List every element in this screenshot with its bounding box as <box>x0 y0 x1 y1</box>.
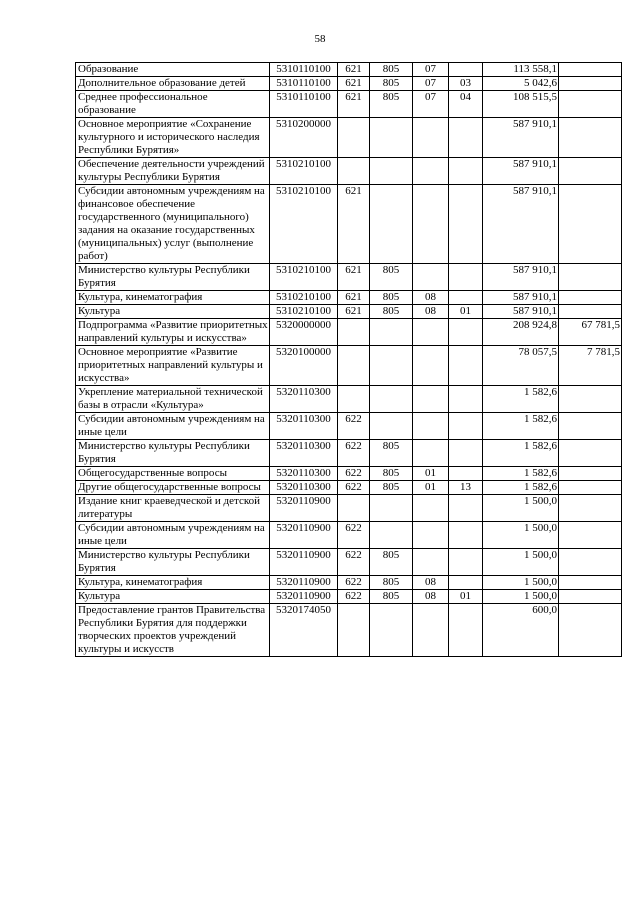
target-code-cell: 5310110100 <box>270 91 338 118</box>
target-code-cell: 5320174050 <box>270 604 338 657</box>
target-code-cell: 5310110100 <box>270 63 338 77</box>
amount-cell: 1 582,6 <box>483 386 559 413</box>
target-code-cell: 5320110900 <box>270 549 338 576</box>
amount-cell: 108 515,5 <box>483 91 559 118</box>
table-row <box>76 346 622 386</box>
department-code-cell: 805 <box>370 305 413 319</box>
table-row <box>76 467 622 481</box>
extra-amount-cell <box>559 413 622 440</box>
item-name-cell: Культура <box>76 305 270 319</box>
extra-amount-cell <box>559 604 622 657</box>
amount-cell: 1 500,0 <box>483 549 559 576</box>
subsection-cell <box>449 319 483 346</box>
subsection-cell: 01 <box>449 305 483 319</box>
subsection-cell <box>449 346 483 386</box>
expense-type-cell: 622 <box>338 576 370 590</box>
item-name-cell: Другие общегосударственные вопросы <box>76 481 270 495</box>
expense-type-cell: 621 <box>338 264 370 291</box>
target-code-cell: 5310210100 <box>270 185 338 264</box>
table-row <box>76 495 622 522</box>
expense-type-cell: 622 <box>338 467 370 481</box>
target-code-cell: 5320110300 <box>270 467 338 481</box>
subsection-cell <box>449 495 483 522</box>
section-cell <box>413 413 449 440</box>
table-row <box>76 77 622 91</box>
section-cell <box>413 522 449 549</box>
amount-cell: 1 500,0 <box>483 590 559 604</box>
amount-cell: 587 910,1 <box>483 185 559 264</box>
table-row <box>76 91 622 118</box>
expense-type-cell: 622 <box>338 522 370 549</box>
extra-amount-cell: 67 781,5 <box>559 319 622 346</box>
expense-type-cell <box>338 158 370 185</box>
section-cell <box>413 440 449 467</box>
section-cell <box>413 346 449 386</box>
target-code-cell: 5320000000 <box>270 319 338 346</box>
target-code-cell: 5320110300 <box>270 440 338 467</box>
subsection-cell: 01 <box>449 590 483 604</box>
section-cell <box>413 604 449 657</box>
table-row <box>76 185 622 264</box>
item-name-cell: Основное мероприятие «Развитие приоритетных направлений культуры и искусства» <box>76 346 270 386</box>
extra-amount-cell <box>559 264 622 291</box>
target-code-cell: 5310210100 <box>270 291 338 305</box>
subsection-cell <box>449 604 483 657</box>
department-code-cell <box>370 386 413 413</box>
target-code-cell: 5320110300 <box>270 481 338 495</box>
table-row <box>76 264 622 291</box>
section-cell <box>413 185 449 264</box>
department-code-cell: 805 <box>370 590 413 604</box>
amount-cell: 1 500,0 <box>483 522 559 549</box>
subsection-cell <box>449 264 483 291</box>
target-code-cell: 5310200000 <box>270 118 338 158</box>
extra-amount-cell <box>559 185 622 264</box>
expense-type-cell: 621 <box>338 291 370 305</box>
table-row <box>76 549 622 576</box>
section-cell <box>413 158 449 185</box>
expense-type-cell: 622 <box>338 481 370 495</box>
table-row <box>76 576 622 590</box>
extra-amount-cell <box>559 576 622 590</box>
extra-amount-cell <box>559 91 622 118</box>
section-cell: 08 <box>413 291 449 305</box>
table-body <box>76 63 622 657</box>
item-name-cell: Субсидии автономным учреждениям на финансовое обеспечение государственного (муниципального) задания на оказание государственных (муниципальных) услуг (выполнение работ) <box>76 185 270 264</box>
department-code-cell <box>370 346 413 386</box>
subsection-cell <box>449 576 483 590</box>
section-cell <box>413 118 449 158</box>
expense-type-cell <box>338 386 370 413</box>
section-cell <box>413 264 449 291</box>
extra-amount-cell <box>559 158 622 185</box>
subsection-cell: 04 <box>449 91 483 118</box>
department-code-cell <box>370 522 413 549</box>
department-code-cell <box>370 413 413 440</box>
subsection-cell <box>449 522 483 549</box>
expense-type-cell: 622 <box>338 440 370 467</box>
amount-cell: 5 042,6 <box>483 77 559 91</box>
amount-cell: 587 910,1 <box>483 158 559 185</box>
item-name-cell: Среднее профессиональное образование <box>76 91 270 118</box>
subsection-cell <box>449 185 483 264</box>
table-row <box>76 440 622 467</box>
subsection-cell <box>449 440 483 467</box>
expense-type-cell: 621 <box>338 305 370 319</box>
item-name-cell: Подпрограмма «Развитие приоритетных направлений культуры и искусства» <box>76 319 270 346</box>
section-cell: 01 <box>413 467 449 481</box>
extra-amount-cell <box>559 291 622 305</box>
amount-cell: 587 910,1 <box>483 305 559 319</box>
amount-cell: 587 910,1 <box>483 118 559 158</box>
department-code-cell: 805 <box>370 481 413 495</box>
table-row <box>76 481 622 495</box>
department-code-cell: 805 <box>370 63 413 77</box>
department-code-cell: 805 <box>370 440 413 467</box>
amount-cell: 208 924,8 <box>483 319 559 346</box>
target-code-cell: 5320100000 <box>270 346 338 386</box>
department-code-cell: 805 <box>370 576 413 590</box>
target-code-cell: 5310210100 <box>270 158 338 185</box>
department-code-cell: 805 <box>370 291 413 305</box>
table-row <box>76 305 622 319</box>
item-name-cell: Культура, кинематография <box>76 291 270 305</box>
department-code-cell: 805 <box>370 91 413 118</box>
extra-amount-cell <box>559 440 622 467</box>
item-name-cell: Культура, кинематография <box>76 576 270 590</box>
amount-cell: 113 558,1 <box>483 63 559 77</box>
subsection-cell <box>449 63 483 77</box>
extra-amount-cell <box>559 118 622 158</box>
page-number: 58 <box>314 33 326 45</box>
amount-cell: 1 582,6 <box>483 440 559 467</box>
subsection-cell <box>449 549 483 576</box>
item-name-cell: Министерство культуры Республики Бурятия <box>76 549 270 576</box>
subsection-cell: 13 <box>449 481 483 495</box>
extra-amount-cell <box>559 549 622 576</box>
department-code-cell <box>370 185 413 264</box>
section-cell: 08 <box>413 576 449 590</box>
section-cell <box>413 319 449 346</box>
expense-type-cell: 622 <box>338 413 370 440</box>
table-row <box>76 291 622 305</box>
subsection-cell <box>449 158 483 185</box>
table-row <box>76 319 622 346</box>
table-row <box>76 386 622 413</box>
extra-amount-cell <box>559 481 622 495</box>
item-name-cell: Культура <box>76 590 270 604</box>
expense-type-cell: 621 <box>338 91 370 118</box>
subsection-cell: 03 <box>449 77 483 91</box>
table-row <box>76 590 622 604</box>
budget-table <box>75 62 622 657</box>
expense-type-cell: 621 <box>338 63 370 77</box>
section-cell: 08 <box>413 590 449 604</box>
expense-type-cell: 621 <box>338 77 370 91</box>
item-name-cell: Субсидии автономным учреждениям на иные цели <box>76 522 270 549</box>
table-row <box>76 118 622 158</box>
target-code-cell: 5320110300 <box>270 413 338 440</box>
target-code-cell: 5310110100 <box>270 77 338 91</box>
table-row <box>76 63 622 77</box>
extra-amount-cell <box>559 522 622 549</box>
amount-cell: 1 500,0 <box>483 576 559 590</box>
expense-type-cell <box>338 346 370 386</box>
section-cell: 07 <box>413 77 449 91</box>
extra-amount-cell <box>559 305 622 319</box>
amount-cell: 600,0 <box>483 604 559 657</box>
extra-amount-cell <box>559 77 622 91</box>
department-code-cell <box>370 158 413 185</box>
item-name-cell: Издание книг краеведческой и детской литературы <box>76 495 270 522</box>
expense-type-cell: 622 <box>338 549 370 576</box>
department-code-cell <box>370 118 413 158</box>
item-name-cell: Общегосударственные вопросы <box>76 467 270 481</box>
expense-type-cell <box>338 604 370 657</box>
item-name-cell: Обеспечение деятельности учреждений культуры Республики Бурятия <box>76 158 270 185</box>
target-code-cell: 5320110900 <box>270 576 338 590</box>
item-name-cell: Дополнительное образование детей <box>76 77 270 91</box>
subsection-cell <box>449 413 483 440</box>
extra-amount-cell <box>559 495 622 522</box>
target-code-cell: 5320110900 <box>270 495 338 522</box>
expense-type-cell: 621 <box>338 185 370 264</box>
department-code-cell: 805 <box>370 77 413 91</box>
section-cell <box>413 386 449 413</box>
department-code-cell: 805 <box>370 264 413 291</box>
department-code-cell <box>370 495 413 522</box>
item-name-cell: Министерство культуры Республики Бурятия <box>76 264 270 291</box>
extra-amount-cell: 7 781,5 <box>559 346 622 386</box>
target-code-cell: 5310210100 <box>270 264 338 291</box>
department-code-cell: 805 <box>370 549 413 576</box>
department-code-cell: 805 <box>370 467 413 481</box>
target-code-cell: 5320110900 <box>270 590 338 604</box>
expense-type-cell <box>338 319 370 346</box>
table-row <box>76 522 622 549</box>
amount-cell: 587 910,1 <box>483 264 559 291</box>
item-name-cell: Субсидии автономным учреждениям на иные цели <box>76 413 270 440</box>
section-cell <box>413 549 449 576</box>
extra-amount-cell <box>559 63 622 77</box>
table-row <box>76 413 622 440</box>
target-code-cell: 5320110900 <box>270 522 338 549</box>
extra-amount-cell <box>559 386 622 413</box>
item-name-cell: Предоставление грантов Правительства Республики Бурятия для поддержки творческих проектов учреждений культуры и искусств <box>76 604 270 657</box>
section-cell: 01 <box>413 481 449 495</box>
table-row <box>76 604 622 657</box>
extra-amount-cell <box>559 467 622 481</box>
subsection-cell <box>449 386 483 413</box>
department-code-cell <box>370 319 413 346</box>
section-cell: 08 <box>413 305 449 319</box>
amount-cell: 1 582,6 <box>483 467 559 481</box>
department-code-cell <box>370 604 413 657</box>
item-name-cell: Образование <box>76 63 270 77</box>
section-cell: 07 <box>413 91 449 118</box>
table-row <box>76 158 622 185</box>
amount-cell: 1 582,6 <box>483 413 559 440</box>
target-code-cell: 5310210100 <box>270 305 338 319</box>
amount-cell: 1 500,0 <box>483 495 559 522</box>
amount-cell: 587 910,1 <box>483 291 559 305</box>
expense-type-cell: 622 <box>338 590 370 604</box>
item-name-cell: Министерство культуры Республики Бурятия <box>76 440 270 467</box>
section-cell: 07 <box>413 63 449 77</box>
extra-amount-cell <box>559 590 622 604</box>
expense-type-cell <box>338 118 370 158</box>
item-name-cell: Основное мероприятие «Сохранение культурного и исторического наследия Республики Бурятия» <box>76 118 270 158</box>
subsection-cell <box>449 467 483 481</box>
subsection-cell <box>449 118 483 158</box>
amount-cell: 78 057,5 <box>483 346 559 386</box>
section-cell <box>413 495 449 522</box>
item-name-cell: Укрепление материальной технической базы в отрасли «Культура» <box>76 386 270 413</box>
target-code-cell: 5320110300 <box>270 386 338 413</box>
amount-cell: 1 582,6 <box>483 481 559 495</box>
subsection-cell <box>449 291 483 305</box>
expense-type-cell <box>338 495 370 522</box>
